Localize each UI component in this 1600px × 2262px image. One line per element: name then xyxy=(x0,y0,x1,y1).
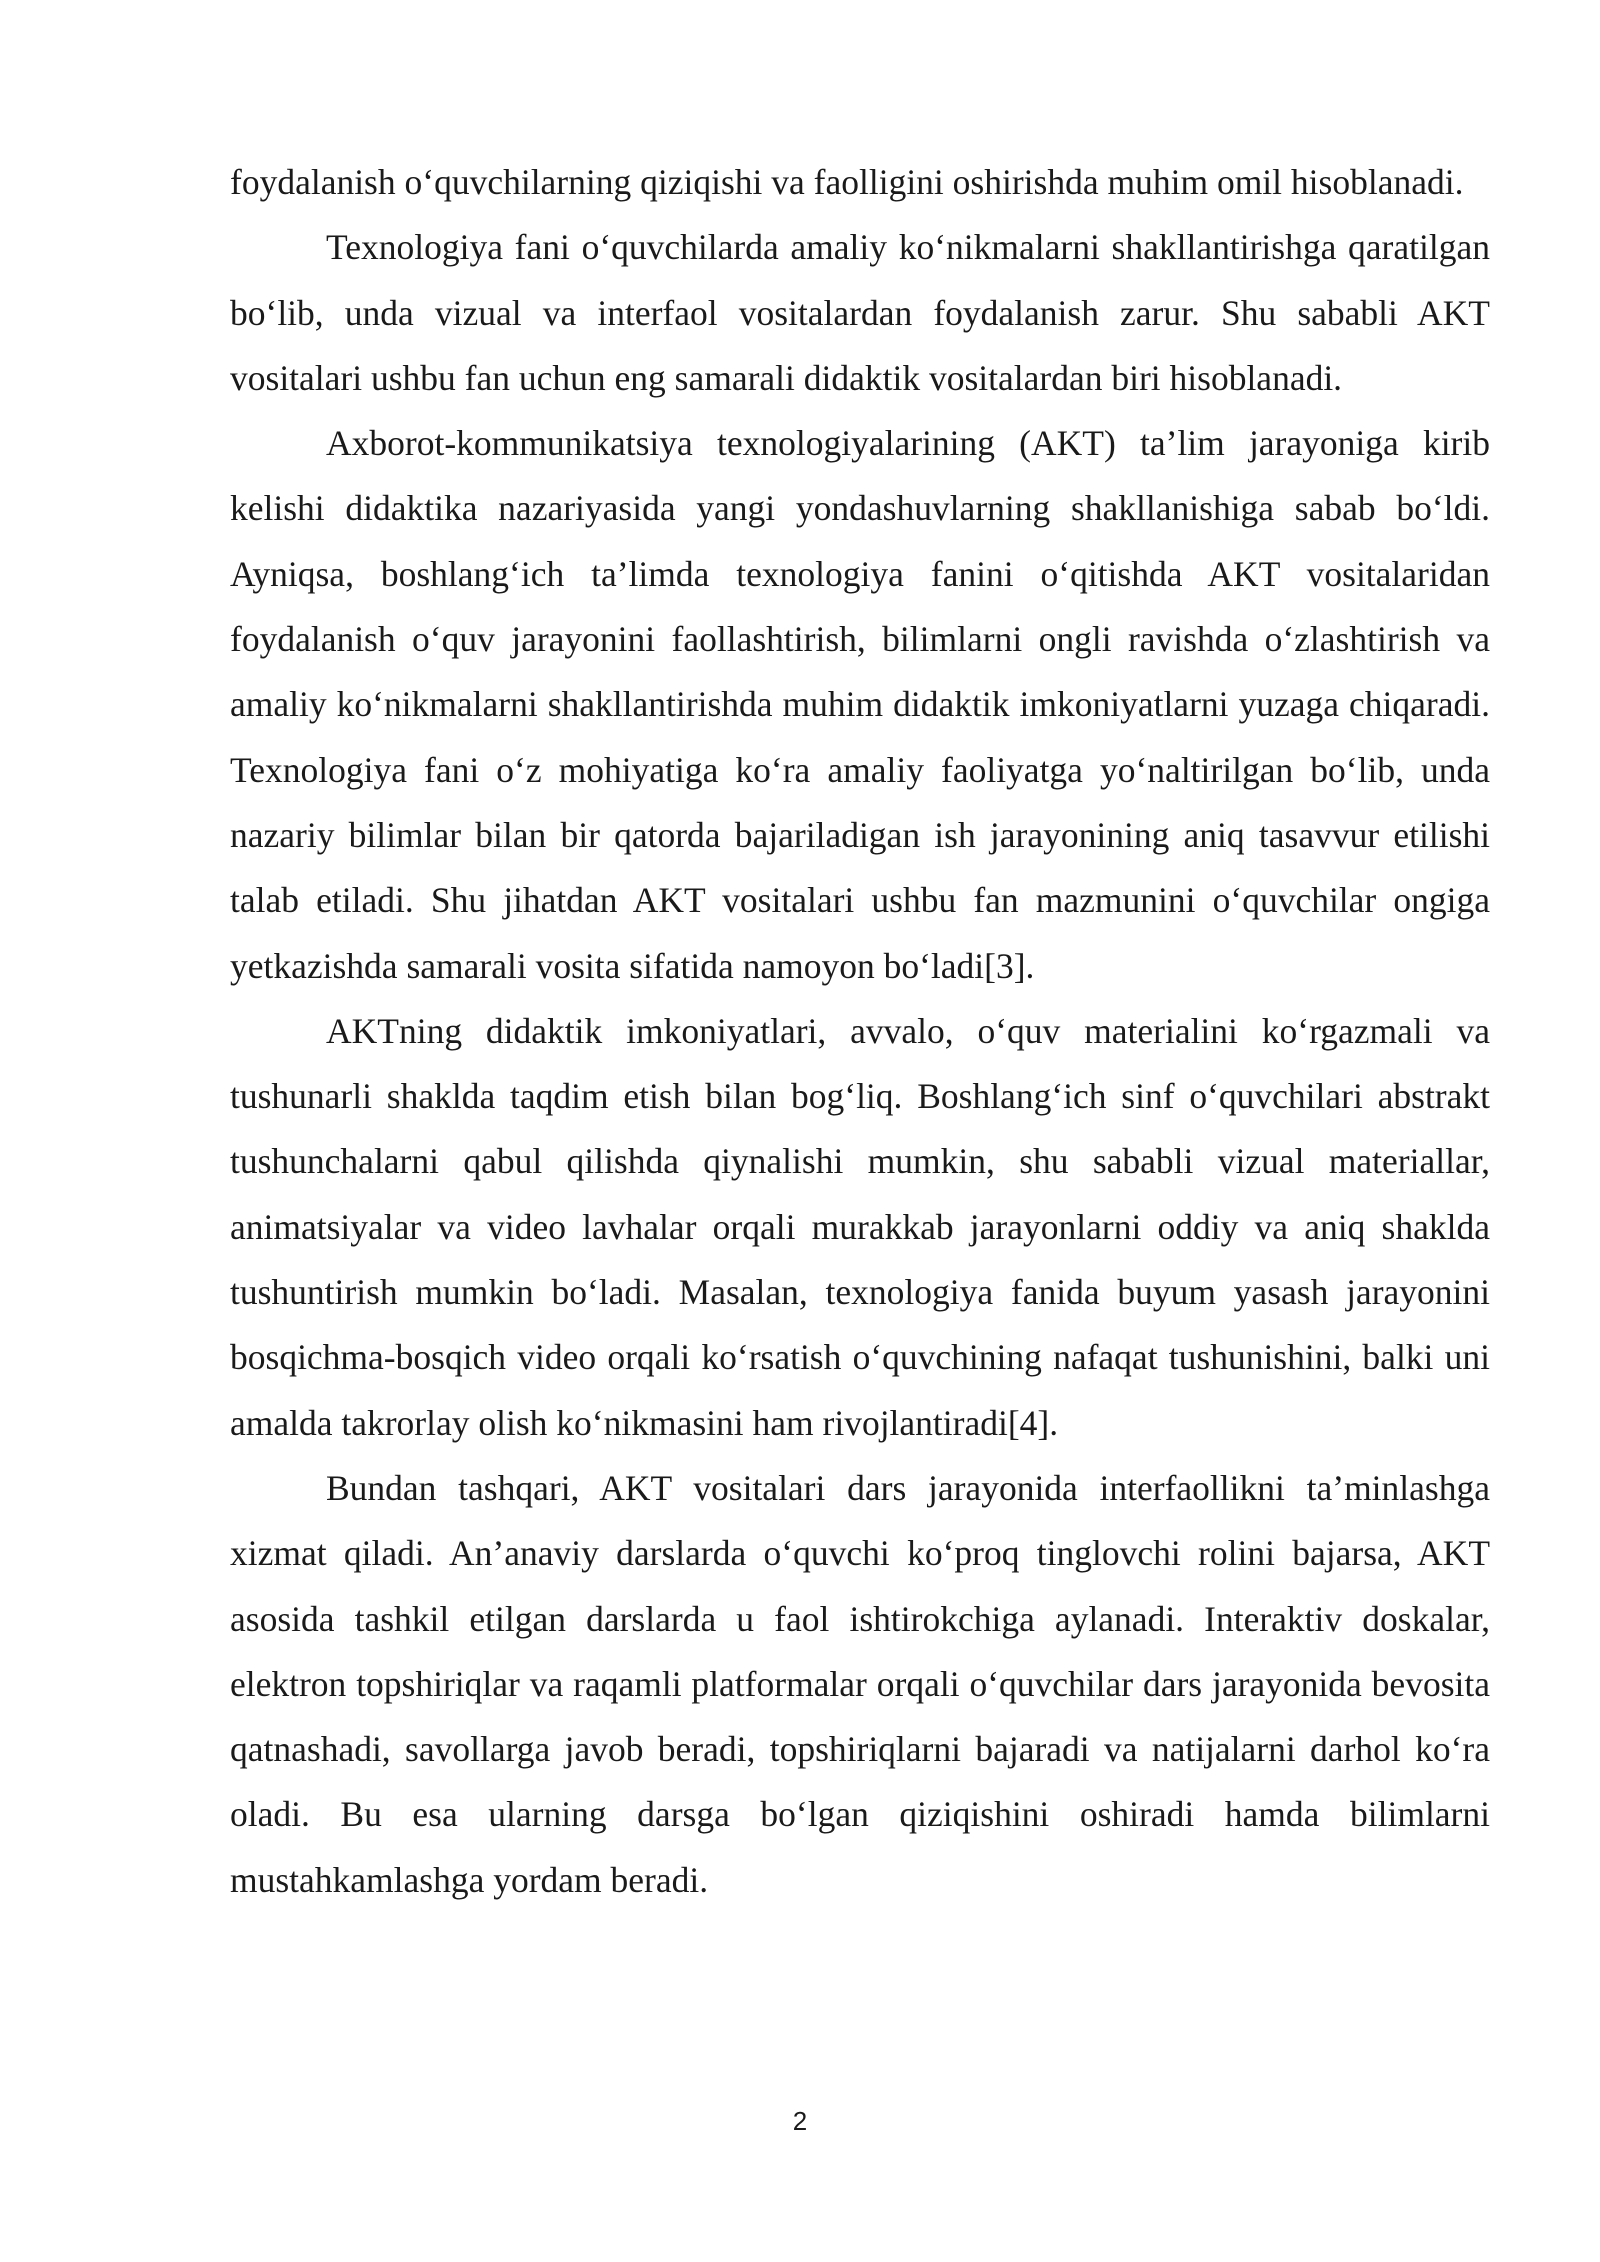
paragraph-ict-introduction: Axborot-kommunikatsiya texnologiyalarining (AKT) ta’lim jarayoniga kirib kelishi didaktika nazariyasida yangi yondashuvlarning shakllanishiga sabab bo‘ldi. Ayniqsa, boshlang‘ich ta’limda texnologiya fanini o‘qitishda AKT vositalaridan foydalanish o‘quv jarayonini faollashtirish, bilimlarni ongli ravishda o‘zlashtirish va amaliy ko‘nikmalarni shakllantirishda muhim didaktik imkoniyatlarni yuzaga chiqaradi. Texnologiya fani o‘z mohiyatiga ko‘ra amaliy faoliyatga yo‘naltirilgan bo‘lib, unda nazariy bilimlar bilan bir qatorda bajariladigan ish jarayonining aniq tasavvur etilishi talab etiladi. Shu jihatdan AKT vositalari ushbu fan mazmunini o‘quvchilar ongiga yetkazishda samarali vosita sifatida namoyon bo‘ladi[3]. xyxy=(230,423,1490,986)
paragraph-technology-subject: Texnologiya fani o‘quvchilarda amaliy ko‘nikmalarni shakllantirishga qaratilgan bo‘lib, unda vizual va interfaol vositalardan foydalanish zarur. Shu sababli AKT vositalari ushbu fan uchun eng samarali didaktik vositalardan biri hisoblanadi. xyxy=(230,227,1490,398)
page-number: 2 xyxy=(792,2106,808,2136)
paragraph-ict-interactivity: Bundan tashqari, AKT vositalari dars jarayonida interfaollikni ta’minlashga xizmat qiladi. An’anaviy darslarda o‘quvchi ko‘proq tinglovchi rolini bajarsa, AKT asosida tashkil etilgan darslarda u faol ishtirokchiga aylanadi. Interaktiv doskalar, elektron topshiriqlar va raqamli platformalar orqali o‘quvchilar dars jarayonida bevosita qatnashadi, savollarga javob beradi, topshiriqlarni bajaradi va natijalarni darhol ko‘ra oladi. Bu esa ularning darsga bo‘lgan qiziqishini oshiradi hamda bilimlarni mustahkamlashga yordam beradi. xyxy=(230,1467,1490,1900)
paragraph-continuation: foydalanish o‘quvchilarning qiziqishi va faolligini oshirishda muhim omil hisoblanadi. xyxy=(230,162,1464,202)
paragraph-ict-didactic-capabilities: AKTning didaktik imkoniyatlari, avvalo, o‘quv materialini ko‘rgazmali va tushunarli shaklda taqdim etish bilan bog‘liq. Boshlang‘ich sinf o‘quvchilari abstrakt tushunchalarni qabul qilishda qiynalishi mumkin, shu sababli vizual materiallar, animatsiyalar va video lavhalar orqali murakkab jarayonlarni oddiy va aniq shaklda tushuntirish mumkin bo‘ladi. Masalan, texnologiya fanida buyum yasash jarayonini bosqichma-bosqich video orqali ko‘rsatish o‘quvchining nafaqat tushunishini, balki uni amalda takrorlay olish ko‘nikmasini ham rivojlantiradi[4]. xyxy=(230,1010,1490,1443)
body-text xyxy=(230,150,1490,1913)
